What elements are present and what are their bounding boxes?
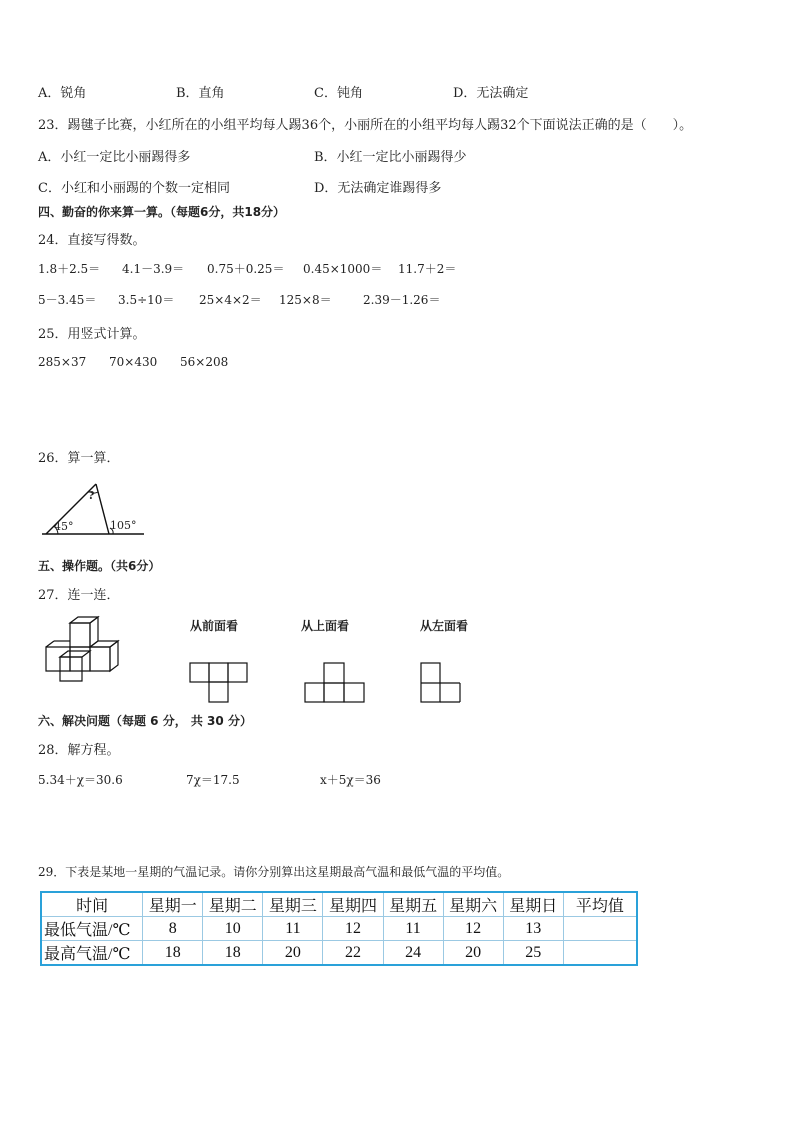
q28-equation: 7χ＝17.5 [186, 773, 240, 787]
q24-item: 0.45×1000＝ [303, 262, 383, 276]
table-cell: 10 [203, 917, 263, 941]
table-header-cell: 星期五 [383, 892, 443, 917]
table-header-cell: 星期三 [263, 892, 323, 917]
table-header-row [41, 892, 637, 917]
answer-cell-min-average[interactable] [563, 917, 637, 941]
q24-item: 4.1－3.9＝ [122, 262, 185, 276]
q25-stem: 25．用竖式计算。 [38, 327, 146, 342]
cube-front-face [60, 657, 82, 681]
q22-option-a: A．锐角 [38, 86, 87, 101]
q24-item: 3.5÷10＝ [118, 293, 175, 307]
section5-title: 五、操作题。（共6分） [38, 559, 161, 573]
cube-top-front-face [70, 623, 90, 647]
q22-option-c: C．钝角 [314, 86, 363, 101]
q28-stem: 28．解方程。 [38, 743, 120, 758]
angle-45-label: 45° [54, 520, 74, 533]
q23-option-b: B．小红一定比小丽踢得少 [314, 150, 467, 165]
cube-front-top-face [60, 651, 90, 657]
table-cell: 18 [143, 941, 203, 966]
q22-option-b: B．直角 [176, 86, 225, 101]
table-row [41, 941, 637, 966]
q25-item: 70×430 [109, 355, 158, 369]
cube-right-face [90, 647, 110, 671]
left-view-shape [420, 662, 464, 704]
table-cell: 11 [383, 917, 443, 941]
table-cell: 20 [443, 941, 503, 966]
row-label-max: 最高气温/℃ [41, 941, 143, 966]
q24-item: 0.75＋0.25＝ [207, 262, 285, 276]
angle-unknown-label: ? [88, 489, 95, 502]
angle-105-label: 105° [110, 519, 137, 532]
q23-option-d: D．无法确定谁踢得多 [314, 181, 442, 196]
view-label-left: 从左面看 [420, 619, 469, 633]
table-cell: 12 [443, 917, 503, 941]
table-cell: 12 [323, 917, 383, 941]
q23-stem: 23．踢毽子比赛，小红所在的小组平均每人踢36个，小丽所在的小组平均每人踢32个下面说法正确的是（ ）。 [38, 118, 693, 133]
q23-option-c: C．小红和小丽踢的个数一定相同 [38, 181, 230, 196]
temperature-table [40, 891, 638, 966]
table-cell: 18 [203, 941, 263, 966]
q24-item: 25×4×2＝ [199, 293, 262, 307]
view-label-top: 从上面看 [301, 619, 350, 633]
table-row [41, 917, 637, 941]
q24-item: 11.7＋2＝ [398, 262, 457, 276]
view-label-front: 从前面看 [190, 619, 239, 633]
table-header-cell: 星期一 [143, 892, 203, 917]
row-label-min: 最低气温/℃ [41, 917, 143, 941]
table-cell: 24 [383, 941, 443, 966]
front-view-shape [189, 662, 251, 704]
table-header-cell: 星期二 [203, 892, 263, 917]
q27-stem: 27．连一连． [38, 588, 120, 603]
table-header-cell: 星期四 [323, 892, 383, 917]
table-cell: 8 [143, 917, 203, 941]
answer-cell-max-average[interactable] [563, 941, 637, 966]
table-header-cell: 星期日 [503, 892, 563, 917]
q22-option-d: D．无法确定 [453, 86, 529, 101]
table-header-cell: 星期六 [443, 892, 503, 917]
q24-item: 2.39－1.26＝ [363, 293, 441, 307]
table-header-cell: 平均值 [563, 892, 637, 917]
q24-item: 5－3.45＝ [38, 293, 97, 307]
cube-left-face [46, 647, 70, 671]
table-cell: 22 [323, 941, 383, 966]
table-cell: 13 [503, 917, 563, 941]
section4-title: 四、勤奋的你来算一算。（每题6分，共18分） [38, 205, 286, 219]
table-header-cell: 时间 [41, 892, 143, 917]
q25-item: 56×208 [180, 355, 229, 369]
section6-title: 六、解决问题（每题 6 分， 共 30 分） [38, 714, 252, 728]
top-view-shape [304, 662, 368, 704]
triangle-right-side [96, 484, 109, 534]
q29-stem: 29．下表是某地一星期的气温记录。请你分别算出这星期最高气温和最低气温的平均值。 [38, 865, 510, 879]
cube-right-side-face [110, 641, 118, 671]
table-cell: 25 [503, 941, 563, 966]
q25-item: 285×37 [38, 355, 87, 369]
q27-cubes-3d-figure [44, 615, 136, 685]
q24-item: 1.8＋2.5＝ [38, 262, 101, 276]
q28-equation: 5.34＋χ＝30.6 [38, 773, 123, 787]
q23-option-a: A．小红一定比小丽踢得多 [38, 150, 191, 165]
q26-stem: 26．算一算． [38, 451, 120, 466]
table-cell: 20 [263, 941, 323, 966]
q24-stem: 24．直接写得数。 [38, 233, 146, 248]
q28-equation: x＋5χ＝36 [320, 773, 381, 787]
q24-item: 125×8＝ [279, 293, 332, 307]
table-cell: 11 [263, 917, 323, 941]
